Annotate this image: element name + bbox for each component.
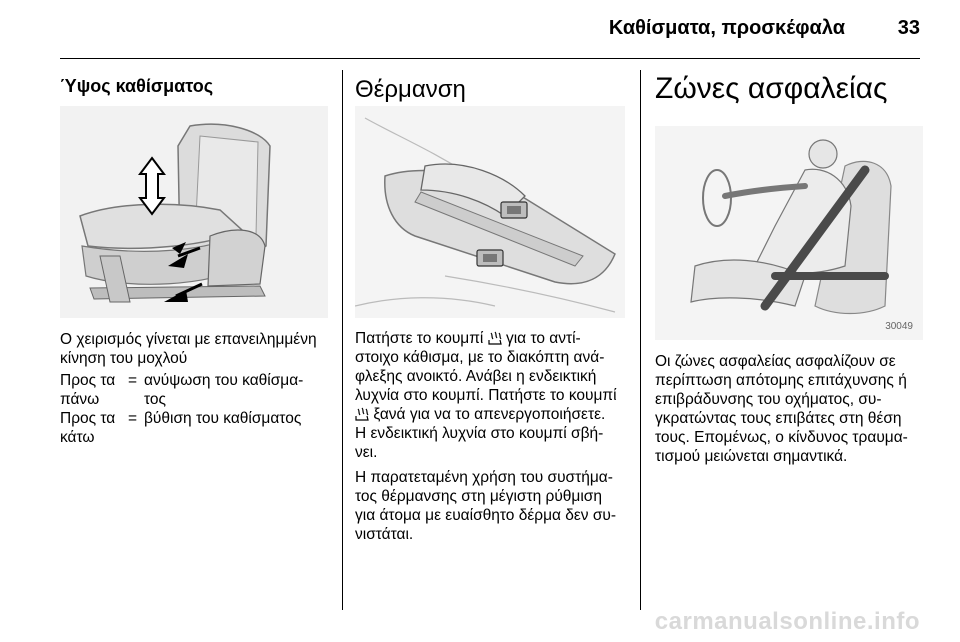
seat-heating-icon — [488, 331, 502, 345]
body-text: Η παρατεταμένη χρήση του συστήμα- τος θέρμανσης στη μέγιστη ρύθμιση για άτομα με ευαίσθητο δέρμα δεν συ- νιστάται. — [355, 469, 617, 543]
definition-desc: βύθιση του καθίσματος — [144, 410, 302, 427]
definition-term: κάτω — [60, 429, 95, 446]
section-heading: Θέρμανση — [355, 76, 466, 103]
section-seat-height — [60, 70, 330, 97]
seat-height-illustration — [60, 106, 328, 318]
section-heading: Ύψος καθίσματος — [60, 76, 214, 96]
definition-desc: ανύψωση του καθίσμα- — [144, 372, 304, 389]
page-header-title: Καθίσματα, προσκέφαλα — [608, 17, 845, 39]
watermark: carmanualsonline.info — [654, 608, 920, 635]
header-rule — [60, 58, 920, 59]
definition-desc: τος — [144, 391, 166, 408]
seat-belt-illustration — [655, 126, 923, 340]
section-heading: Ζώνες ασφαλείας — [655, 72, 888, 105]
seat-heating-illustration — [355, 106, 625, 318]
column-divider — [342, 70, 343, 610]
body-text: Ο χειρισμός γίνεται με επανειλημμένη κίνηση του μοχλού — [60, 331, 317, 367]
seat-belt-text — [655, 352, 931, 466]
definition-term: πάνω — [60, 391, 100, 408]
seat-height-text — [60, 330, 334, 447]
definition-separator: = — [128, 410, 138, 427]
page-number: 33 — [897, 17, 920, 39]
seat-heating-icon — [355, 407, 369, 421]
definition-row — [60, 409, 303, 447]
section-heating — [355, 70, 625, 104]
heating-text — [355, 329, 631, 544]
body-text: Πατήστε το κουμπί για το αντί- στοιχο κάθισμα, με το διακόπτη ανά- φλεξης ανοικτό. Ανάβει η ενδεικτική λυχνία στο κουμπί. Πατήστε το κουμπί ξανά για να το απενεργοποιήσετε. Η ενδεικτική λυχνία στο κουμπί σβή- νει. — [355, 330, 617, 461]
definition-separator: = — [128, 372, 138, 389]
definition-term: Προς τα — [60, 410, 116, 427]
definition-row — [60, 371, 303, 409]
lever-definitions — [60, 371, 303, 447]
figure-number: 30049 — [885, 321, 913, 332]
body-text: Οι ζώνες ασφαλείας ασφαλίζουν σε περίπτωση απότομης επιτάχυνσης ή επιβράδυνσης του οχήματος, συ- γκρατώντας τους επιβάτες στη θέση τους. Επομένως, ο κίνδυνος τραυμα- τισμού μειώνεται σημαντικά. — [655, 353, 908, 465]
definition-term: Προς τα — [60, 372, 116, 389]
section-seat-belts — [655, 70, 925, 106]
column-divider — [640, 70, 641, 610]
